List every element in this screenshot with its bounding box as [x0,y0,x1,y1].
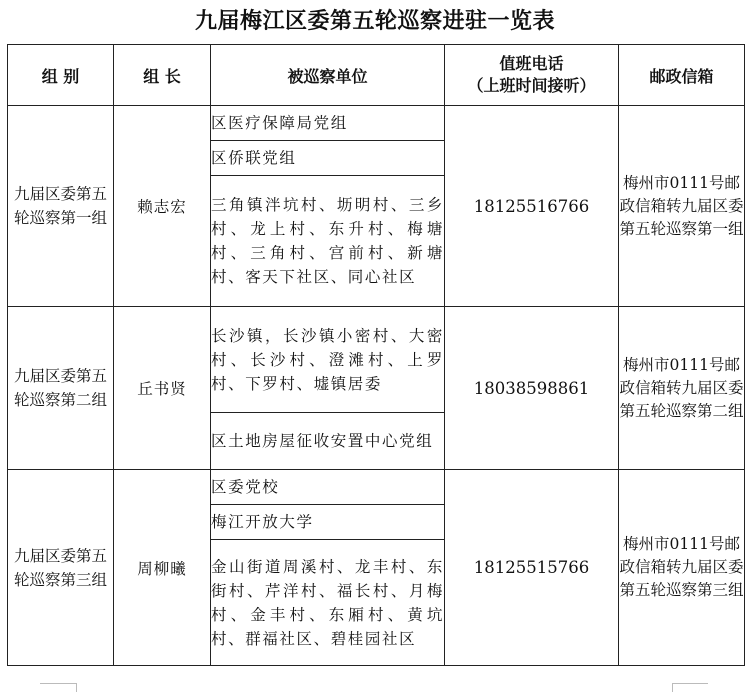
mailbox-cell: 梅州市0111号邮政信箱转九届区委第五轮巡察第一组 [619,106,745,307]
header-mailbox: 邮政信箱 [619,45,745,106]
header-phone-line2: （上班时间接听） [467,76,596,95]
document-title: 九届梅江区委第五轮巡察进驻一览表 [194,8,555,34]
phone-cell: 18125515766 [445,470,619,666]
inspected-unit-cell: 区土地房屋征收安置中心党组 [211,413,445,470]
leader-name-cell: 周柳曦 [114,470,211,666]
phone-cell: 18125516766 [445,106,619,307]
phone-cell: 18038598861 [445,307,619,470]
inspected-unit-cell: 区委党校 [211,470,445,505]
crop-mark-left-horizontal [40,683,76,684]
inspected-unit-cell: 区侨联党组 [211,141,445,176]
crop-mark-right-vertical [672,683,673,692]
table-header-row [8,45,745,106]
crop-mark-right-horizontal [672,683,708,684]
header-phone [445,45,619,106]
header-group: 组 别 [8,45,114,106]
header-unit: 被巡察单位 [211,45,445,106]
mailbox-cell: 梅州市0111号邮政信箱转九届区委第五轮巡察第三组 [619,470,745,666]
group-name-cell: 九届区委第五轮巡察第一组 [8,106,114,307]
leader-name-cell: 赖志宏 [114,106,211,307]
mailbox-cell: 梅州市0111号邮政信箱转九届区委第五轮巡察第二组 [619,307,745,470]
page-crop-marks [0,683,750,692]
inspected-unit-cell: 三角镇泮坑村、坜明村、三乡村、龙上村、东升村、梅塘村、三角村、宫前村、新塘村、客天下社区、同心社区 [211,176,445,307]
leader-name-cell: 丘书贤 [114,307,211,470]
inspection-roster-table [7,44,745,666]
table-row [8,470,745,505]
crop-mark-left-vertical [76,683,77,692]
header-leader: 组 长 [114,45,211,106]
group-name-cell: 九届区委第五轮巡察第二组 [8,307,114,470]
table-row [8,106,745,141]
inspected-unit-cell: 长沙镇，长沙镇小密村、大密村、长沙村、澄滩村、上罗村、下罗村、墟镇居委 [211,307,445,413]
header-phone-line1: 值班电话 [499,54,564,73]
inspected-unit-cell: 金山街道周溪村、龙丰村、东街村、芹洋村、福长村、月梅村、金丰村、东厢村、黄坑村、群福社区、碧桂园社区 [211,540,445,666]
table-row [8,307,745,413]
inspected-unit-cell: 区医疗保障局党组 [211,106,445,141]
inspected-unit-cell: 梅江开放大学 [211,505,445,540]
group-name-cell: 九届区委第五轮巡察第三组 [8,470,114,666]
